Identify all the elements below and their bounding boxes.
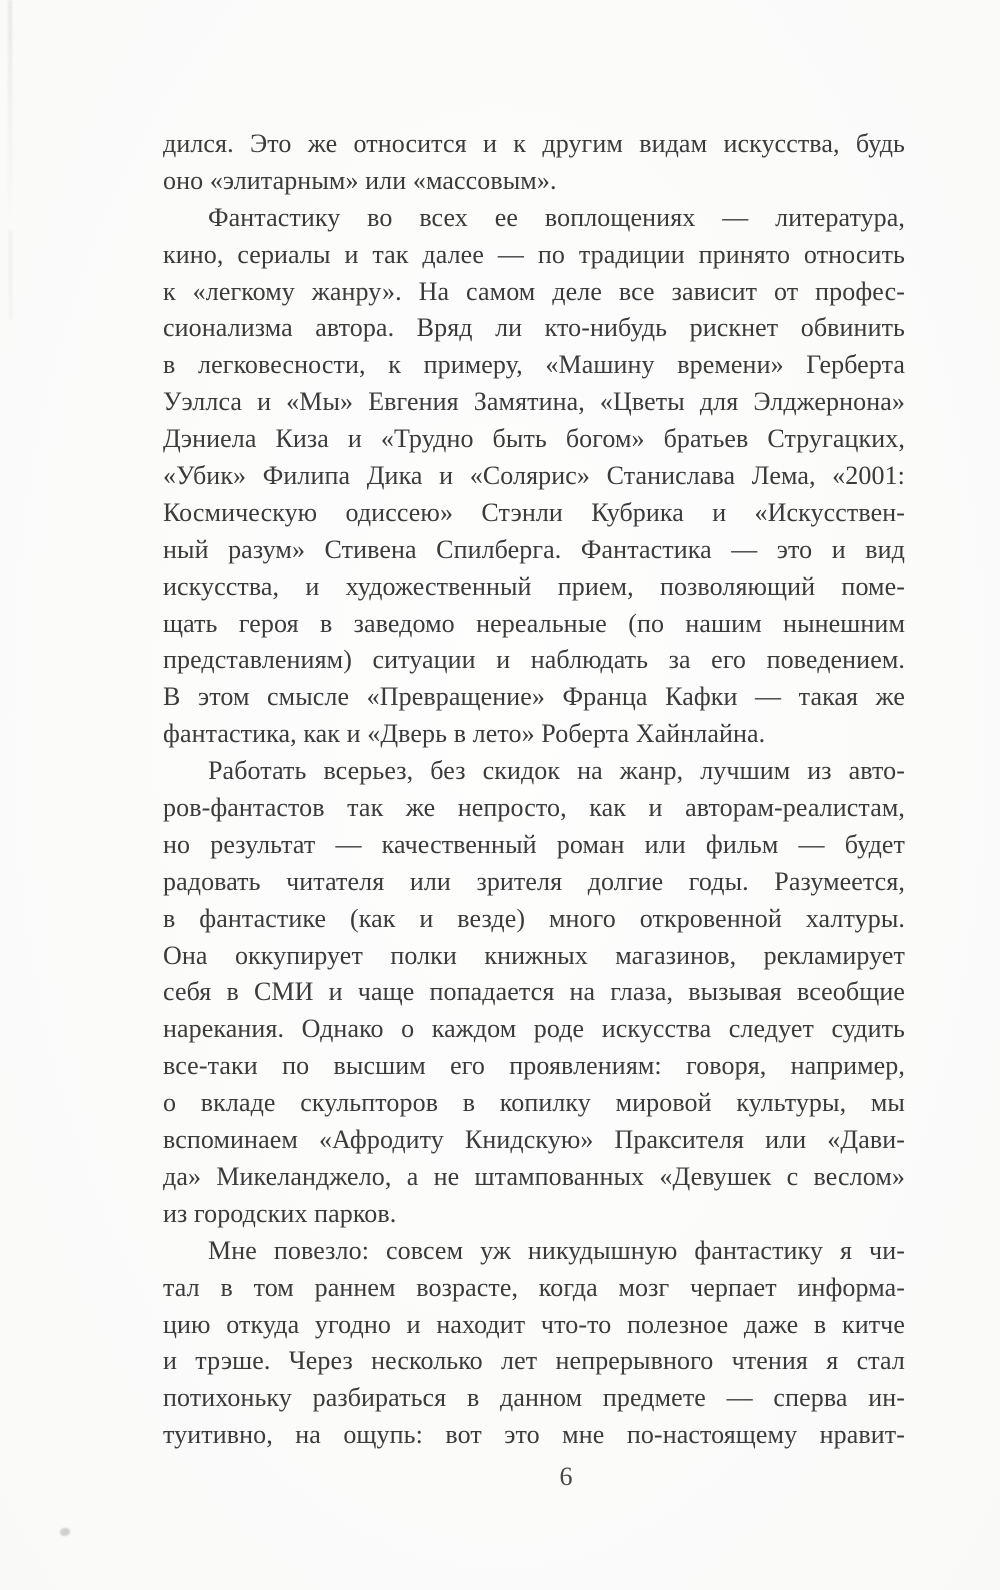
text-line: потихоньку разбираться в данном предмете — сперва ин- [163,1383,905,1413]
text-line: щать героя в заведомо нереальные (по нашим нынешним [163,608,905,638]
text-line: туитивно, на ощупь: вот это мне по-настоящему нравит- [163,1420,905,1450]
text-line: дился. Это же относится и к другим видам искусства, будь [163,129,905,158]
text-line: радовать читателя или зрителя долгие годы. Разумеется, [163,866,905,896]
text-line: кино, сериалы и так далее — по традиции принято относить [163,239,905,269]
text-line: Уэллса и «Мы» Евгения Замятина, «Цветы для Элджернона» [163,387,905,417]
text-line: Фантастику во всех ее воплощениях — литература, [208,202,905,232]
scan-edge-artifact [9,230,12,320]
page-text [163,126,905,1454]
text-line: и трэше. Через несколько лет непрерывного чтения я стал [163,1346,905,1376]
text-line: но результат — качественный роман или фильм — будет [163,829,905,859]
text-line: Мне повезло: совсем уж никудышную фантастику я чи- [208,1235,905,1265]
page-number: 6 [559,1462,573,1491]
text-line: из городских парков. [163,1198,397,1228]
text-line: оно «элитарным» или «массовым». [163,165,557,195]
text-line: цию откуда угодно и находит что-то полезное даже в китче [163,1309,905,1339]
text-line: фантастика, как и «Дверь в лето» Роберта Хайнлайна. [163,719,766,749]
text-line: ный разум» Стивена Спилберга. Фантастика — это и вид [163,534,905,564]
text-line: «Убик» Филипа Дика и «Солярис» Станислава Лема, «2001: [163,461,905,491]
text-line: да» Микеланджело, а не штампованных «Девушек с веслом» [163,1161,905,1191]
text-line: себя в СМИ и чаще попадается на глаза, вызывая всеобщие [163,977,905,1007]
text-line: Космическую одиссею» Стэнли Кубрика и «Искусствен- [163,497,905,527]
text-line: вспоминаем «Афродиту Книдскую» Праксителя или «Дави- [163,1125,905,1155]
text-line: В этом смысле «Превращение» Франца Кафки — такая же [163,682,905,712]
text-line: о вкладе скульпторов в копилку мировой культуры, мы [163,1088,905,1118]
scan-edge-artifact [8,0,12,230]
text-line: ров-фантастов так же непросто, как и авторам-реалистам, [163,793,905,823]
text-line: представлениям) ситуации и наблюдать за его поведением. [163,645,905,675]
text-line: в легковесности, к примеру, «Машину времени» Герберта [163,350,905,380]
text-line: к «легкому жанру». На самом деле все зависит от профес- [163,276,905,306]
text-line: все-таки по высшим его проявлениям: говоря, например, [163,1051,905,1081]
scan-speck-artifact [60,1528,70,1536]
text-line: тал в том раннем возрасте, когда мозг черпает информа- [163,1272,905,1302]
text-line: искусства, и художественный прием, позволяющий поме- [163,571,905,601]
text-line: Работать всерьез, без скидок на жанр, лучшим из авто- [208,756,905,786]
text-line: в фантастике (как и везде) много откровенной халтуры. [163,903,905,933]
text-line: Дэниела Киза и «Трудно быть богом» братьев Стругацких, [163,424,905,454]
text-line: Она оккупирует полки книжных магазинов, рекламирует [163,940,905,970]
text-line: сионализма автора. Вряд ли кто-нибудь рискнет обвинить [163,313,905,343]
text-line: нарекания. Однако о каждом роде искусства следует судить [163,1014,905,1044]
